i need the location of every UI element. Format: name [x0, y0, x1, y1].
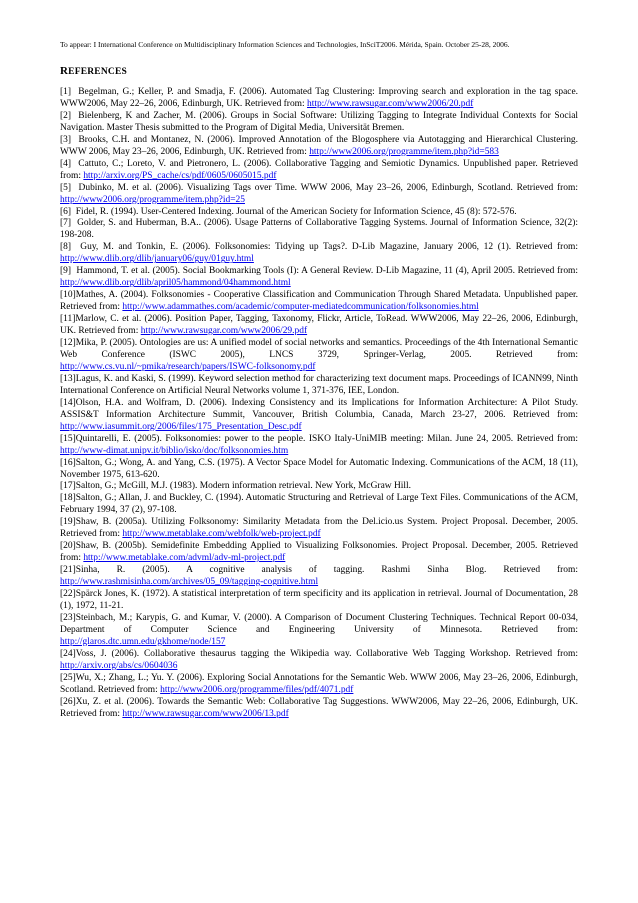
reference-link[interactable]: http://www2006.org/programme/files/pdf/4071.pdf: [160, 684, 354, 695]
reference-link[interactable]: http://arxiv.org/abs/cs/0604036: [60, 660, 178, 671]
reference-number: [21]: [60, 565, 76, 576]
reference-text: Steinbach, M.; Karypis, G. and Kumar, V. (2000). A Comparison of Document Clustering Techniques. Technical Report 00-034, Department of Computer Science and Engineering University of Minnesota. Retrieved from:: [60, 612, 578, 635]
reference-item: [60, 135, 578, 159]
reference-item: [60, 673, 578, 697]
reference-item: [60, 613, 578, 649]
reference-link[interactable]: http://www.metablake.com/webfolk/web-project.pdf: [122, 529, 321, 540]
reference-link[interactable]: http://www.dlib.org/dlib/april05/hammond/04hammond.html: [60, 278, 291, 289]
reference-item: [60, 290, 578, 314]
reference-item: [60, 649, 578, 673]
reference-number: [1]: [60, 87, 72, 97]
reference-text: Bielenberg, K and Zacher, M. (2006). Groups in Social Software: Utilizing Tagging to Integrate Individual Contexts for Social Navigation. Master Thesis submitted to the Program of Digital Media, Universität Bremen.: [60, 110, 579, 133]
reference-text: Brooks, C.H. and Montanez, N. (2006). Improved Annotation of the Blogosphere via Autotagging and Hierarchical Clustering. WWW 2006, May 23–26, 2006, Edinburgh, UK. Retrieved from:: [60, 134, 579, 157]
reference-number: [17]: [60, 481, 76, 492]
reference-text: Shaw, B. (2005b). Semidefinite Embedding Applied to Visualizing Folksonomies. Project Proposal. December, 2005. Retrieved from:: [60, 541, 578, 564]
reference-item: [60, 481, 578, 493]
reference-list: [60, 87, 578, 721]
reference-link[interactable]: http://www2006.org/programme/item.php?id=583: [309, 146, 499, 157]
reference-number: [14]: [60, 397, 76, 408]
reference-text: Wu, X.; Zhang, L.; Yu. Y. (2006). Exploring Social Annotations for the Semantic Web. WWW 2006, May 23–26, 2006, Edinburgh, Scotland. Retrieved from:: [60, 672, 578, 695]
reference-item: [60, 458, 578, 482]
reference-text: Spärck Jones, K. (1972). A statistical interpretation of term specificity and its application in retrieval. Journal of Documentation, 28 (1), 1972, 11-21.: [60, 589, 578, 611]
reference-item: [60, 589, 578, 613]
reference-number: [11]: [60, 314, 76, 325]
reference-text: Salton, G.; Wong, A. and Yang, C.S. (1975). A Vector Space Model for Automatic Indexing. Communications of the ACM, 18 (11), November 1975, 613-620.: [60, 457, 578, 480]
section-title-initial: R: [60, 65, 69, 77]
reference-item: [60, 374, 578, 398]
reference-link[interactable]: http://www.dlib.org/dlib/january06/guy/01guy.html: [60, 254, 254, 265]
reference-text: Xu, Z. et al. (2006). Towards the Semantic Web: Collaborative Tag Suggestions. WWW2006, May 22–26, 2006, Edinburgh, UK. Retrieved from:: [60, 696, 578, 719]
reference-item: [60, 697, 578, 721]
reference-text: Voss, J. (2006). Collaborative thesaurus tagging the Wikipedia way. Collaborative Web Tagging Workshop. Retrieved from:: [75, 648, 578, 659]
reference-text: Guy, M. and Tonkin, E. (2006). Folksonomies: Tidying up Tags?. D-Lib Magazine, January 2006, 12 (1). Retrieved from:: [80, 242, 579, 253]
reference-number: [12]: [60, 338, 76, 349]
reference-item: [60, 541, 578, 565]
reference-number: [6]: [60, 206, 72, 217]
reference-link[interactable]: http://www.rashmisinha.com/archives/05_09/tagging-cognitive.html: [60, 577, 319, 588]
reference-item: [60, 434, 578, 458]
reference-item: [60, 398, 578, 434]
reference-item: [60, 565, 578, 589]
reference-text: Salton, G.; Allan, J. and Buckley, C. (1994). Automatic Structuring and Retrieval of Large Text Files. Communications of the ACM, February 1994, 37 (2), 97-108.: [60, 493, 578, 516]
reference-text: Mika, P. (2005). Ontologies are us: A unified model of social networks and semantics. Proceedings of the 4th International Semantic Web Conference (ISWC 2005), LNCS 3729, Springer-Verlag, 2005. Retrieved from:: [60, 338, 578, 360]
reference-text: Salton, G.; McGill, M.J. (1983). Modern information retrieval. New York, McGraw Hill.: [75, 481, 411, 492]
reference-link[interactable]: http://www.rawsugar.com/www2006/20.pdf: [307, 98, 474, 109]
reference-text: Hammond, T. et al. (2005). Social Bookmarking Tools (I): A General Review. D-Lib Magazine, 11 (4), April 2005. Retrieved from:: [76, 266, 578, 277]
reference-text: Olson, H.A. and Wolfram, D. (2006). Indexing Consistency and its Implications for Information Architecture: A Pilot Study. ASSIS&T Information Architecture Summit, Vancouver, British Columbia, Canada, March 23-27, 2006. Retrieved from:: [60, 397, 578, 420]
reference-item: [60, 242, 578, 266]
reference-text: Golder, S. and Huberman, B.A.. (2006). Usage Patterns of Collaborative Tagging Systems. Journal of Information Science, 32(2): 198-208.: [60, 218, 578, 241]
reference-number: [24]: [60, 648, 76, 659]
reference-text: Quintarelli, E. (2005). Folksonomies: power to the people. ISKO Italy-UniMIB meeting: Milan. June 24, 2005. Retrieved from:: [75, 433, 578, 444]
reference-number: [15]: [60, 433, 76, 444]
reference-number: [20]: [60, 541, 76, 552]
reference-number: [4]: [60, 158, 72, 169]
reference-item: [60, 111, 578, 135]
reference-text: Shaw, B. (2005a). Utilizing Folksonomy: Similarity Metadata from the Del.icio.us System. Project Proposal. December, 2005. Retrieved from:: [60, 517, 578, 540]
reference-item: [60, 266, 578, 290]
reference-text: Cattuto, C.; Loreto, V. and Pietronero, L. (2006). Collaborative Tagging and Semiotic Dynamics. Unpublished paper. Retrieved from:: [60, 158, 579, 181]
reference-link[interactable]: http://www.iasummit.org/2006/files/175_Presentation_Desc.pdf: [60, 421, 302, 432]
reference-text: Begelman, G.; Keller, P. and Smadja, F. (2006). Automated Tag Clustering: Improving search and exploration in the tag space. WWW2006, May 22–26, 2006, Edinburgh, UK. Retrieved from:: [60, 87, 578, 109]
reference-text: Lagus, K. and Kaski, S. (1999). Keyword selection method for characterizing text document maps. Proceedings of ICANN99, Ninth International Conference on Artificial Neural Networks volume 1, 371-376, IEE, London.: [60, 373, 578, 396]
reference-text: Mathes, A. (2004). Folksonomies - Cooperative Classification and Communication Through Shared Metadata. Unpublished paper. Retrieved from:: [60, 290, 578, 313]
reference-number: [22]: [60, 589, 76, 600]
reference-number: [16]: [60, 457, 76, 468]
reference-number: [13]: [60, 373, 76, 384]
reference-number: [18]: [60, 493, 76, 504]
reference-number: [9]: [60, 266, 72, 277]
reference-item: [60, 338, 578, 374]
reference-text: Fidel, R. (1994). User-Centered Indexing. Journal of the American Society for Information Science, 45 (8): 572-576.: [75, 206, 517, 217]
reference-number: [10]: [60, 290, 76, 301]
reference-link[interactable]: http://arxiv.org/PS_cache/cs/pdf/0605/0605015.pdf: [83, 170, 277, 181]
reference-link[interactable]: http://www.rawsugar.com/www2006/29.pdf: [140, 326, 308, 337]
reference-item: [60, 517, 578, 541]
running-header: To appear: I International Conference on Multidisciplinary Information Sciences and Technologies, InSciT2006. Mérida, Spain. October 25-28, 2006.: [60, 40, 510, 49]
reference-item: [60, 493, 578, 517]
reference-link[interactable]: http://www.rawsugar.com/www2006/13.pdf: [122, 708, 289, 719]
reference-number: [5]: [60, 182, 72, 193]
reference-item: [60, 314, 578, 338]
reference-link[interactable]: http://glaros.dtc.umn.edu/gkhome/node/157: [60, 636, 226, 647]
reference-link[interactable]: http://www2006.org/programme/item.php?id=25: [60, 194, 245, 205]
reference-text: Marlow, C. et al. (2006). Position Paper, Tagging, Taxonomy, Flickr, Article, ToRead. WWW2006, May 22–26, 2006, Edinburgh, UK. Retrieved from:: [60, 314, 578, 337]
reference-number: [23]: [60, 612, 76, 623]
section-title-references: [60, 65, 127, 77]
reference-item: [60, 159, 578, 183]
section-title-rest: EFERENCES: [68, 67, 127, 77]
reference-item: [60, 183, 578, 207]
reference-text: Sinha, R. (2005). A cognitive analysis of tagging. Rashmi Sinha Blog. Retrieved from:: [75, 565, 578, 576]
reference-link[interactable]: http://www-dimat.unipv.it/biblio/isko/doc/folksonomies.htm: [60, 445, 289, 456]
reference-item: [60, 218, 578, 242]
reference-item: [60, 87, 578, 111]
reference-text: Dubinko, M. et al. (2006). Visualizing Tags over Time. WWW 2006, May 23–26, 2006, Edinburgh, Scotland. Retrieved from:: [78, 182, 578, 193]
reference-number: [26]: [60, 696, 76, 707]
reference-link[interactable]: http://www.cs.vu.nl/~pmika/research/papers/ISWC-folksonomy.pdf: [60, 361, 316, 372]
reference-number: [2]: [60, 110, 72, 121]
reference-link[interactable]: http://www.metablake.com/advml/adv-ml-project.pdf: [83, 553, 286, 564]
reference-item: [60, 207, 578, 219]
reference-number: [7]: [60, 218, 72, 229]
reference-number: [3]: [60, 134, 72, 145]
reference-link[interactable]: http://www.adammathes.com/academic/computer-mediatedcommunication/folksonomies.html: [122, 302, 479, 313]
reference-number: [19]: [60, 517, 76, 528]
reference-number: [8]: [60, 242, 72, 253]
reference-number: [25]: [60, 672, 76, 683]
